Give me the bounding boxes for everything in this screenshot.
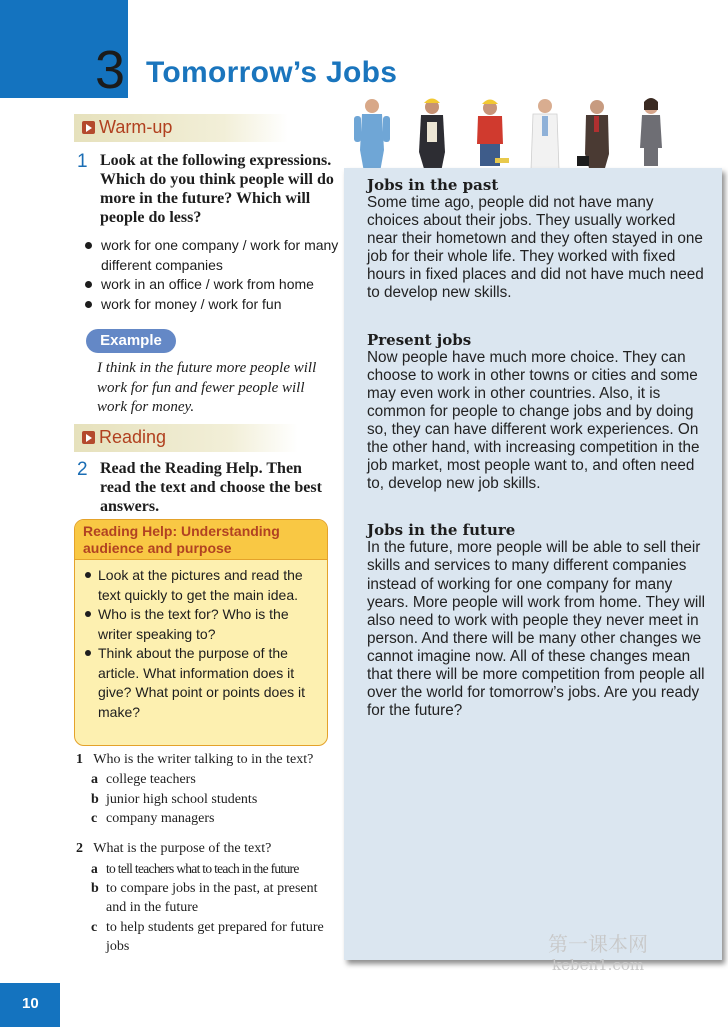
section-arrow-icon — [82, 431, 95, 444]
article-paragraph-past: Some time ago, people did not have many choices about their jobs. They usually worked near their hometown and they often stayed in one job for their whole life. They worked with fixed hours in fixed places and did not have much need to develop new skills. — [367, 194, 704, 302]
article-paragraph-present: Now people have much more choice. They can choose to work in other towns or cities and some may even work in other countries. Also, it is common for people to change jobs and by doing so, they can have different work experiences. On the other hand, with increasing competition in the job market, most people want to, and often need to, develop new job skills. — [367, 348, 700, 493]
question-1-number: 1 — [77, 151, 88, 172]
warmup-label: Warm-up — [99, 117, 173, 137]
list-item: work for money / work for fun — [84, 295, 344, 315]
page-title: Tomorrow’s Jobs — [146, 56, 398, 89]
mc-option[interactable]: a to tell teachers what to teach in the future — [76, 859, 338, 879]
list-item: Look at the pictures and read the text quickly to get the main idea. — [83, 566, 319, 605]
question-1-text: Look at the following expressions. Which do you think people will do more in the future? Which will people do less? — [100, 152, 334, 226]
page-number-block — [0, 983, 60, 1027]
reading-label: Reading — [99, 427, 167, 447]
list-item: Who is the text for? Who is the writer speaking to? — [83, 605, 319, 644]
list-item: work for one company / work for many different companies — [84, 236, 344, 275]
option-letter: a — [91, 861, 98, 876]
doctor-figure — [531, 99, 559, 170]
option-letter: b — [91, 880, 99, 896]
mc-question-stem: What is the purpose of the text? — [93, 841, 272, 856]
watermark-url: keben1.com — [552, 956, 645, 974]
reading-help-list — [75, 560, 327, 722]
option-letter: a — [91, 772, 98, 787]
builder-figure — [419, 99, 445, 173]
mc-option[interactable]: c company managers — [76, 809, 338, 829]
article-heading-future: Jobs in the future — [367, 521, 516, 540]
mc-question-stem: Who is the writer talking to in the text? — [93, 752, 314, 767]
option-letter: c — [91, 811, 98, 826]
watermark-text: 第一课本网 — [548, 932, 648, 956]
mc-option[interactable]: a college teachers — [76, 770, 338, 790]
mc-question-number: 1 — [76, 752, 83, 767]
article-heading-past: Jobs in the past — [367, 176, 499, 194]
businessman-figure — [577, 100, 609, 168]
nurse-figure — [354, 99, 390, 172]
worker-figure — [477, 100, 509, 167]
mc-option[interactable]: b junior high school students — [76, 790, 338, 810]
businesswoman-figure — [640, 98, 662, 166]
mc-option[interactable]: b to compare jobs in the past, at present and in the future — [91, 880, 318, 915]
article-panel — [344, 168, 722, 960]
section-arrow-icon — [82, 121, 95, 134]
reading-section-header — [74, 424, 298, 452]
question-2-number: 2 — [77, 459, 88, 480]
option-letter: c — [91, 919, 98, 935]
reading-help-box — [74, 519, 328, 746]
warmup-section-header — [74, 114, 288, 142]
mc-option[interactable]: c to help students get prepared for future jobs — [91, 919, 324, 954]
list-item: Think about the purpose of the article. What information does it give? What point or points does it make? — [83, 644, 319, 722]
example-badge: Example — [86, 329, 176, 353]
unit-number: 3 — [94, 40, 126, 100]
article-paragraph-future: In the future, more people will be able to sell their skills and services to many different companies instead of working for one company for many years. More people will work from home. They will also need to work with people they never meet in person. And there will be many other changes we cannot imagine now. All of these changes mean that there will be more competition from people all over the world for tomorrow’s jobs. Are you ready for the future? — [367, 539, 706, 720]
mc-question-number: 2 — [76, 841, 83, 856]
mc-question-1 — [76, 750, 338, 829]
reading-help-title: Reading Help: Understanding audience and purpose — [75, 520, 327, 560]
list-item: work in an office / work from home — [84, 275, 344, 295]
article-body — [367, 176, 707, 720]
example-text: I think in the future more people will work for fun and fewer people will work for money. — [97, 360, 317, 415]
mc-question-2 — [76, 839, 338, 957]
workers-illustration — [345, 92, 675, 172]
article-heading-present: Present jobs — [367, 330, 472, 349]
question-2-text: Read the Reading Help. Then read the text and choose the best answers. — [100, 460, 322, 515]
option-letter: b — [91, 791, 99, 807]
page-number: 10 — [22, 995, 39, 1012]
warmup-bullet-list — [84, 236, 344, 314]
